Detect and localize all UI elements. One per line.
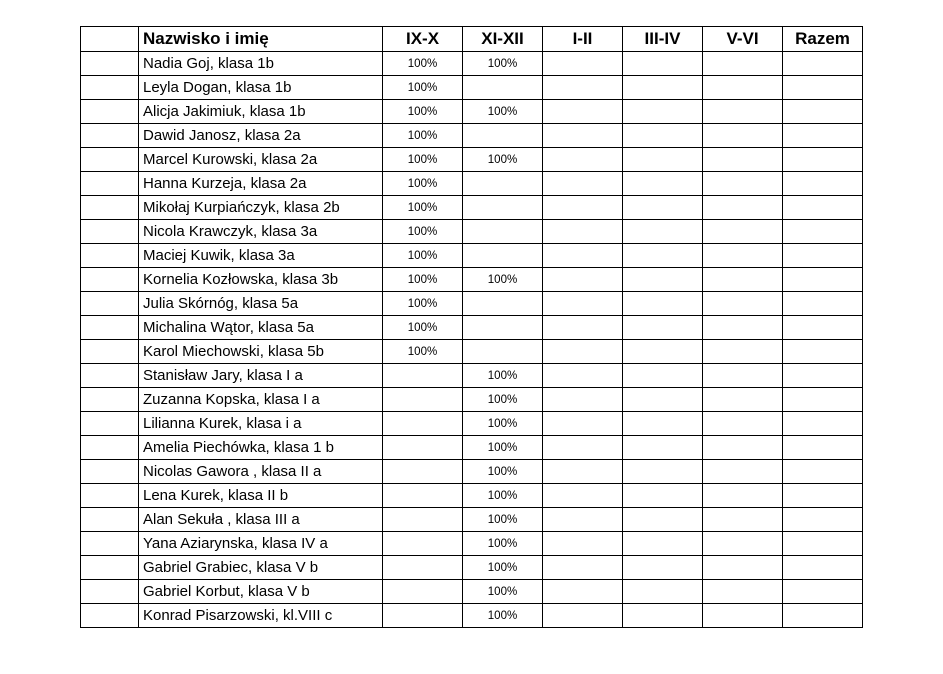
cell-iii-iv[interactable] (623, 364, 703, 388)
cell-i-ii[interactable] (543, 532, 623, 556)
name-cell[interactable]: Yana Aziarynska, klasa IV a (139, 532, 383, 556)
cell-xi-xii[interactable]: 100% (463, 556, 543, 580)
cell-xi-xii[interactable]: 100% (463, 100, 543, 124)
index-cell[interactable] (81, 364, 139, 388)
index-cell[interactable] (81, 484, 139, 508)
cell-v-vi[interactable] (703, 436, 783, 460)
header-cell-blank[interactable] (81, 27, 139, 52)
cell-ix-x[interactable] (383, 412, 463, 436)
cell-razem[interactable] (783, 436, 863, 460)
table-row (81, 292, 863, 316)
cell-v-vi[interactable] (703, 220, 783, 244)
table-row (81, 124, 863, 148)
name-cell[interactable]: Alan Sekuła , klasa III a (139, 508, 383, 532)
cell-ix-x[interactable]: 100% (383, 292, 463, 316)
cell-razem[interactable] (783, 220, 863, 244)
table-row (81, 76, 863, 100)
name-cell[interactable]: Mikołaj Kurpiańczyk, klasa 2b (139, 196, 383, 220)
cell-v-vi[interactable] (703, 148, 783, 172)
name-cell[interactable]: Leyla Dogan, klasa 1b (139, 76, 383, 100)
cell-ix-x[interactable] (383, 532, 463, 556)
cell-iii-iv[interactable] (623, 196, 703, 220)
name-cell[interactable]: Maciej Kuwik, klasa 3a (139, 244, 383, 268)
attendance-table (80, 26, 863, 628)
name-cell[interactable]: Marcel Kurowski, klasa 2a (139, 148, 383, 172)
cell-razem[interactable] (783, 460, 863, 484)
cell-razem[interactable] (783, 172, 863, 196)
cell-i-ii[interactable] (543, 196, 623, 220)
cell-v-vi[interactable] (703, 124, 783, 148)
cell-xi-xii[interactable]: 100% (463, 604, 543, 628)
table-row (81, 508, 863, 532)
cell-razem[interactable] (783, 508, 863, 532)
name-cell[interactable]: Nicola Krawczyk, klasa 3a (139, 220, 383, 244)
cell-iii-iv[interactable] (623, 100, 703, 124)
name-cell[interactable]: Nadia Goj, klasa 1b (139, 52, 383, 76)
cell-i-ii[interactable] (543, 580, 623, 604)
cell-v-vi[interactable] (703, 268, 783, 292)
cell-ix-x[interactable] (383, 508, 463, 532)
cell-razem[interactable] (783, 340, 863, 364)
index-cell[interactable] (81, 100, 139, 124)
name-cell[interactable]: Karol Miechowski, klasa 5b (139, 340, 383, 364)
table-row (81, 532, 863, 556)
index-cell[interactable] (81, 604, 139, 628)
index-cell[interactable] (81, 316, 139, 340)
cell-i-ii[interactable] (543, 460, 623, 484)
cell-xi-xii[interactable] (463, 220, 543, 244)
cell-xi-xii[interactable] (463, 124, 543, 148)
table-row (81, 340, 863, 364)
cell-iii-iv[interactable] (623, 532, 703, 556)
cell-i-ii[interactable] (543, 52, 623, 76)
cell-ix-x[interactable]: 100% (383, 340, 463, 364)
cell-razem[interactable] (783, 532, 863, 556)
cell-v-vi[interactable] (703, 172, 783, 196)
cell-i-ii[interactable] (543, 124, 623, 148)
cell-v-vi[interactable] (703, 76, 783, 100)
cell-xi-xii[interactable] (463, 340, 543, 364)
cell-xi-xii[interactable] (463, 316, 543, 340)
cell-xi-xii[interactable] (463, 76, 543, 100)
cell-ix-x[interactable]: 100% (383, 124, 463, 148)
name-cell[interactable]: Michalina Wątor, klasa 5a (139, 316, 383, 340)
cell-razem[interactable] (783, 556, 863, 580)
cell-v-vi[interactable] (703, 292, 783, 316)
cell-razem[interactable] (783, 604, 863, 628)
cell-v-vi[interactable] (703, 580, 783, 604)
name-cell[interactable]: Amelia Piechówka, klasa 1 b (139, 436, 383, 460)
name-cell[interactable]: Gabriel Grabiec, klasa V b (139, 556, 383, 580)
cell-razem[interactable] (783, 388, 863, 412)
header-cell-name[interactable]: Nazwisko i imię (139, 27, 383, 52)
index-cell[interactable] (81, 532, 139, 556)
cell-iii-iv[interactable] (623, 124, 703, 148)
cell-razem[interactable] (783, 292, 863, 316)
index-cell[interactable] (81, 76, 139, 100)
table-row (81, 460, 863, 484)
cell-ix-x[interactable]: 100% (383, 76, 463, 100)
cell-xi-xii[interactable]: 100% (463, 532, 543, 556)
cell-xi-xii[interactable]: 100% (463, 508, 543, 532)
cell-iii-iv[interactable] (623, 148, 703, 172)
cell-i-ii[interactable] (543, 412, 623, 436)
cell-v-vi[interactable] (703, 412, 783, 436)
cell-i-ii[interactable] (543, 316, 623, 340)
name-cell[interactable]: Lena Kurek, klasa II b (139, 484, 383, 508)
cell-i-ii[interactable] (543, 268, 623, 292)
cell-i-ii[interactable] (543, 292, 623, 316)
cell-razem[interactable] (783, 52, 863, 76)
cell-ix-x[interactable]: 100% (383, 268, 463, 292)
cell-ix-x[interactable]: 100% (383, 148, 463, 172)
table-row (81, 172, 863, 196)
cell-i-ii[interactable] (543, 76, 623, 100)
cell-xi-xii[interactable] (463, 172, 543, 196)
index-cell[interactable] (81, 196, 139, 220)
cell-v-vi[interactable] (703, 52, 783, 76)
name-cell[interactable]: Zuzanna Kopska, klasa I a (139, 388, 383, 412)
header-cell-iii-iv[interactable]: III-IV (623, 27, 703, 52)
table-row (81, 364, 863, 388)
cell-xi-xii[interactable]: 100% (463, 436, 543, 460)
cell-razem[interactable] (783, 412, 863, 436)
cell-iii-iv[interactable] (623, 388, 703, 412)
header-row (81, 27, 863, 52)
index-cell[interactable] (81, 388, 139, 412)
cell-i-ii[interactable] (543, 148, 623, 172)
table-row (81, 316, 863, 340)
cell-i-ii[interactable] (543, 220, 623, 244)
table-row (81, 388, 863, 412)
index-cell[interactable] (81, 508, 139, 532)
cell-iii-iv[interactable] (623, 292, 703, 316)
header-cell-xi-xii[interactable]: XI-XII (463, 27, 543, 52)
name-cell[interactable]: Stanisław Jary, klasa I a (139, 364, 383, 388)
cell-v-vi[interactable] (703, 484, 783, 508)
cell-iii-iv[interactable] (623, 436, 703, 460)
cell-xi-xii[interactable] (463, 244, 543, 268)
cell-iii-iv[interactable] (623, 244, 703, 268)
cell-ix-x[interactable] (383, 556, 463, 580)
index-cell[interactable] (81, 580, 139, 604)
header-cell-i-ii[interactable]: I-II (543, 27, 623, 52)
table-row (81, 196, 863, 220)
index-cell[interactable] (81, 292, 139, 316)
cell-iii-iv[interactable] (623, 412, 703, 436)
cell-ix-x[interactable] (383, 364, 463, 388)
cell-v-vi[interactable] (703, 460, 783, 484)
cell-iii-iv[interactable] (623, 316, 703, 340)
cell-i-ii[interactable] (543, 340, 623, 364)
cell-ix-x[interactable]: 100% (383, 220, 463, 244)
name-cell[interactable]: Alicja Jakimiuk, klasa 1b (139, 100, 383, 124)
index-cell[interactable] (81, 460, 139, 484)
cell-iii-iv[interactable] (623, 556, 703, 580)
index-cell[interactable] (81, 556, 139, 580)
cell-ix-x[interactable] (383, 436, 463, 460)
header-cell-v-vi[interactable]: V-VI (703, 27, 783, 52)
cell-v-vi[interactable] (703, 364, 783, 388)
cell-i-ii[interactable] (543, 388, 623, 412)
cell-iii-iv[interactable] (623, 340, 703, 364)
cell-v-vi[interactable] (703, 556, 783, 580)
cell-v-vi[interactable] (703, 508, 783, 532)
table-row (81, 604, 863, 628)
cell-xi-xii[interactable] (463, 196, 543, 220)
cell-iii-iv[interactable] (623, 604, 703, 628)
cell-iii-iv[interactable] (623, 172, 703, 196)
cell-xi-xii[interactable]: 100% (463, 460, 543, 484)
cell-ix-x[interactable]: 100% (383, 100, 463, 124)
cell-ix-x[interactable]: 100% (383, 52, 463, 76)
cell-v-vi[interactable] (703, 244, 783, 268)
cell-razem[interactable] (783, 268, 863, 292)
cell-v-vi[interactable] (703, 196, 783, 220)
cell-xi-xii[interactable]: 100% (463, 268, 543, 292)
cell-i-ii[interactable] (543, 100, 623, 124)
cell-ix-x[interactable] (383, 604, 463, 628)
cell-iii-iv[interactable] (623, 484, 703, 508)
cell-i-ii[interactable] (543, 436, 623, 460)
cell-v-vi[interactable] (703, 316, 783, 340)
cell-xi-xii[interactable]: 100% (463, 484, 543, 508)
cell-razem[interactable] (783, 484, 863, 508)
cell-razem[interactable] (783, 580, 863, 604)
cell-v-vi[interactable] (703, 340, 783, 364)
cell-i-ii[interactable] (543, 244, 623, 268)
cell-ix-x[interactable]: 100% (383, 316, 463, 340)
cell-xi-xii[interactable]: 100% (463, 364, 543, 388)
cell-razem[interactable] (783, 124, 863, 148)
cell-ix-x[interactable]: 100% (383, 196, 463, 220)
cell-ix-x[interactable]: 100% (383, 244, 463, 268)
cell-xi-xii[interactable]: 100% (463, 52, 543, 76)
name-cell[interactable]: Konrad Pisarzowski, kl.VIII c (139, 604, 383, 628)
name-cell[interactable]: Lilianna Kurek, klasa i a (139, 412, 383, 436)
index-cell[interactable] (81, 412, 139, 436)
cell-iii-iv[interactable] (623, 460, 703, 484)
table-row (81, 100, 863, 124)
cell-razem[interactable] (783, 76, 863, 100)
table-row (81, 148, 863, 172)
cell-i-ii[interactable] (543, 172, 623, 196)
name-cell[interactable]: Julia Skórnóg, klasa 5a (139, 292, 383, 316)
name-cell[interactable]: Kornelia Kozłowska, klasa 3b (139, 268, 383, 292)
table-row (81, 484, 863, 508)
cell-razem[interactable] (783, 100, 863, 124)
cell-i-ii[interactable] (543, 556, 623, 580)
cell-iii-iv[interactable] (623, 268, 703, 292)
cell-razem[interactable] (783, 244, 863, 268)
index-cell[interactable] (81, 436, 139, 460)
cell-i-ii[interactable] (543, 508, 623, 532)
cell-ix-x[interactable] (383, 388, 463, 412)
name-cell[interactable]: Nicolas Gawora , klasa II a (139, 460, 383, 484)
table-row (81, 436, 863, 460)
cell-v-vi[interactable] (703, 100, 783, 124)
name-cell[interactable]: Hanna Kurzeja, klasa 2a (139, 172, 383, 196)
table-row (81, 580, 863, 604)
table-row (81, 412, 863, 436)
cell-iii-iv[interactable] (623, 580, 703, 604)
cell-iii-iv[interactable] (623, 76, 703, 100)
cell-xi-xii[interactable]: 100% (463, 412, 543, 436)
cell-i-ii[interactable] (543, 484, 623, 508)
index-cell[interactable] (81, 340, 139, 364)
index-cell[interactable] (81, 220, 139, 244)
cell-xi-xii[interactable] (463, 292, 543, 316)
cell-ix-x[interactable] (383, 580, 463, 604)
header-cell-razem[interactable]: Razem (783, 27, 863, 52)
cell-ix-x[interactable] (383, 484, 463, 508)
table-row (81, 52, 863, 76)
index-cell[interactable] (81, 124, 139, 148)
cell-xi-xii[interactable]: 100% (463, 580, 543, 604)
table-row (81, 268, 863, 292)
cell-razem[interactable] (783, 196, 863, 220)
table-row (81, 220, 863, 244)
cell-v-vi[interactable] (703, 604, 783, 628)
cell-v-vi[interactable] (703, 532, 783, 556)
cell-iii-iv[interactable] (623, 508, 703, 532)
cell-razem[interactable] (783, 148, 863, 172)
index-cell[interactable] (81, 268, 139, 292)
header-cell-ix-x[interactable]: IX-X (383, 27, 463, 52)
index-cell[interactable] (81, 52, 139, 76)
index-cell[interactable] (81, 148, 139, 172)
cell-ix-x[interactable]: 100% (383, 172, 463, 196)
table-row (81, 556, 863, 580)
table-row (81, 244, 863, 268)
cell-i-ii[interactable] (543, 364, 623, 388)
cell-iii-iv[interactable] (623, 52, 703, 76)
name-cell[interactable]: Gabriel Korbut, klasa V b (139, 580, 383, 604)
cell-razem[interactable] (783, 364, 863, 388)
index-cell[interactable] (81, 244, 139, 268)
cell-xi-xii[interactable]: 100% (463, 148, 543, 172)
cell-ix-x[interactable] (383, 460, 463, 484)
cell-v-vi[interactable] (703, 388, 783, 412)
cell-iii-iv[interactable] (623, 220, 703, 244)
name-cell[interactable]: Dawid Janosz, klasa 2a (139, 124, 383, 148)
cell-xi-xii[interactable]: 100% (463, 388, 543, 412)
cell-i-ii[interactable] (543, 604, 623, 628)
index-cell[interactable] (81, 172, 139, 196)
cell-razem[interactable] (783, 316, 863, 340)
